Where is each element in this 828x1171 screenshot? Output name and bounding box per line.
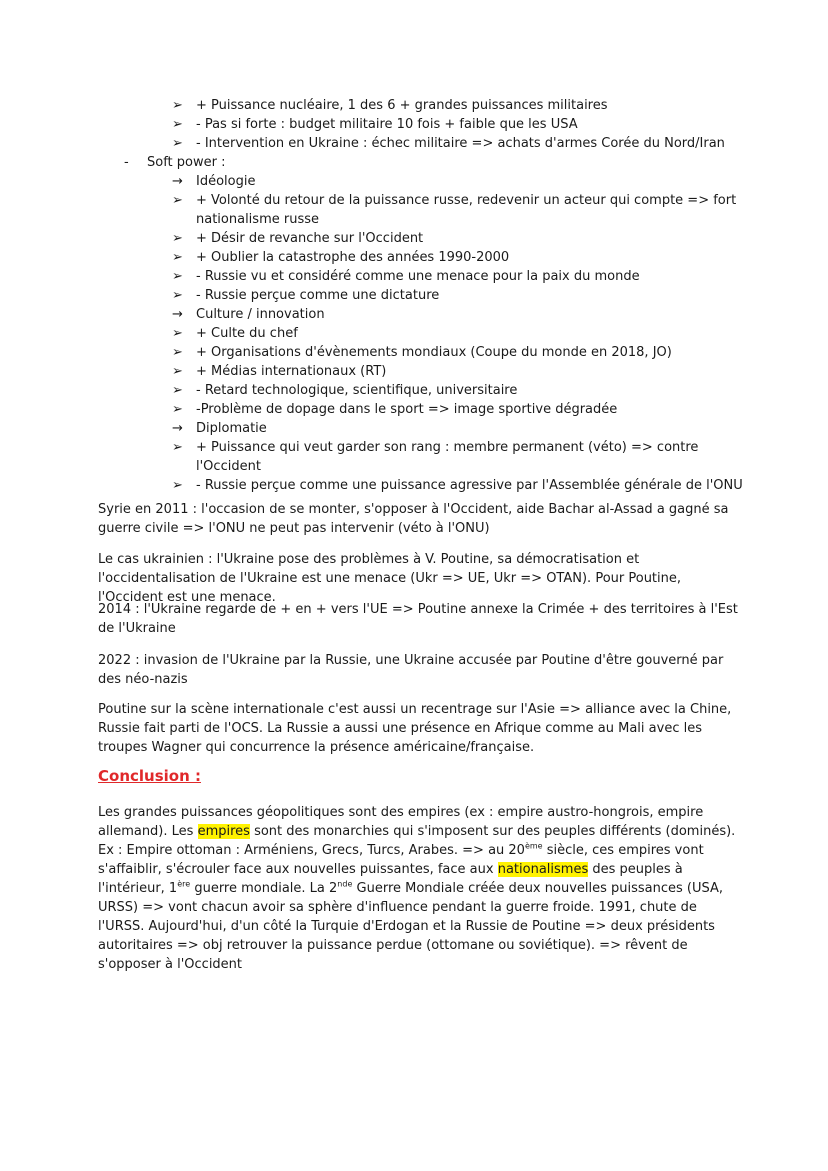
section-title: Culture / innovation — [196, 307, 325, 322]
right-arrow-icon: → — [172, 307, 183, 322]
list-item — [0, 343, 828, 362]
superscript: nde — [337, 879, 353, 889]
list-item-text: - Russie perçue comme une puissance agressive par l'Assemblée générale de l'ONU — [196, 478, 743, 493]
bullet-arrow-icon: ➢ — [172, 288, 183, 303]
bullet-arrow-icon: ➢ — [172, 326, 183, 341]
list-item — [0, 115, 828, 134]
list-item-text: - Russie perçue comme une dictature — [196, 288, 440, 303]
power-list — [0, 96, 828, 495]
conclusion-text: Guerre Mondiale créée deux nouvelles puissances (USA, URSS) => vont chacun avoir sa sphère d'influence pendant la guerre froide. 1991, chute de l'URSS. Aujourd'hui, d'un côté la Turquie d'Erdogan et la Russie de Poutine => deux présidents autoritaires => obj retrouver la puissance perdue (ottomane ou soviétique). => rêvent de s'opposer à l'Occident — [98, 881, 724, 972]
list-item-text: - Intervention en Ukraine : échec militaire => achats d'armes Corée du Nord/Iran — [196, 136, 725, 151]
bullet-arrow-icon: ➢ — [172, 98, 183, 113]
conclusion-title: Conclusion : — [98, 767, 201, 785]
list-item — [0, 324, 828, 343]
list-item — [0, 229, 828, 248]
list-item-text: + Puissance nucléaire, 1 des 6 + grandes puissances militaires — [196, 98, 608, 113]
list-item — [0, 248, 828, 267]
list-item — [0, 438, 828, 476]
conclusion-text: guerre mondiale. La 2 — [194, 881, 338, 896]
superscript: ère — [177, 879, 191, 889]
list-item-text: + Organisations d'évènements mondiaux (Coupe du monde en 2018, JO) — [196, 345, 672, 360]
bullet-arrow-icon: ➢ — [172, 231, 183, 246]
bullet-arrow-icon: ➢ — [172, 383, 183, 398]
paragraph-2022: 2022 : invasion de l'Ukraine par la Russie, une Ukraine accusée par Poutine d'être gouverné par des néo-nazis — [98, 653, 724, 687]
highlight-empires: empires — [197, 824, 250, 839]
soft-power-label: Soft power : — [147, 155, 226, 170]
conclusion-text: des peuples à l'intérieur, 1 — [98, 862, 683, 896]
paragraph-syrie: Syrie en 2011 : l'occasion de se monter, s'opposer à l'Occident, aide Bachar al-Assad a gagné sa guerre civile => l'ONU ne peut pas intervenir (véto à l'ONU) — [98, 502, 729, 536]
right-arrow-icon: → — [172, 421, 183, 436]
bullet-arrow-icon: ➢ — [172, 345, 183, 360]
superscript: ème — [524, 841, 543, 851]
list-item — [0, 381, 828, 400]
list-item-text: + Oublier la catastrophe des années 1990-2000 — [196, 250, 510, 265]
list-item — [0, 267, 828, 286]
list-item-text: + Puissance qui veut garder son rang : membre permanent (véto) => contre l'Occident — [196, 440, 699, 474]
highlight-nationalismes: nationalismes — [497, 862, 589, 877]
list-item — [0, 400, 828, 419]
section-title: Idéologie — [196, 174, 256, 189]
conclusion-text: Les grandes puissances géopolitiques sont des empires (ex : empire austro-hongrois, empire allemand). Les — [98, 805, 704, 839]
paragraph-ukraine-case: Le cas ukrainien : l'Ukraine pose des problèmes à V. Poutine, sa démocratisation et l'occidentalisation de l'Ukraine est une menace (Ukr => UE, Ukr => OTAN). Pour Poutine, l'Occident est une menace. — [98, 552, 682, 605]
bullet-arrow-icon: ➢ — [172, 402, 183, 417]
list-item — [0, 286, 828, 305]
list-item — [0, 476, 828, 495]
bullet-arrow-icon: ➢ — [172, 478, 183, 493]
right-arrow-icon: → — [172, 174, 183, 189]
list-item — [0, 134, 828, 153]
section-title: Diplomatie — [196, 421, 267, 436]
list-item — [0, 96, 828, 115]
paragraph-asia: Poutine sur la scène internationale c'est aussi un recentrage sur l'Asie => alliance avec la Chine, Russie fait parti de l'OCS. La Russie a aussi une présence en Afrique comme au Mali avec les troupes Wagner qui concurrence la présence américaine/française. — [98, 702, 732, 755]
list-item-text: - Russie vu et considéré comme une menace pour la paix du monde — [196, 269, 640, 284]
list-item — [0, 362, 828, 381]
bullet-arrow-icon: ➢ — [172, 136, 183, 151]
section-heading-culture — [0, 305, 828, 324]
section-heading-diplomatie — [0, 419, 828, 438]
bullet-arrow-icon: ➢ — [172, 193, 183, 208]
conclusion-text: sont des monarchies qui s'imposent sur des peuples différents (dominés). Ex : Empire ottoman : Arméniens, Grecs, Turcs, Arabes. => au 20 — [98, 824, 736, 858]
bullet-arrow-icon: ➢ — [172, 364, 183, 379]
conclusion-text: siècle, ces empires vont s'affaiblir, s'écrouler face aux nouvelles puissantes, face aux — [98, 843, 704, 877]
bullet-arrow-icon: ➢ — [172, 117, 183, 132]
list-item-text: + Culte du chef — [196, 326, 298, 341]
bullet-arrow-icon: ➢ — [172, 269, 183, 284]
section-heading-ideologie — [0, 172, 828, 191]
bullet-arrow-icon: ➢ — [172, 440, 183, 455]
soft-power-heading — [0, 153, 828, 172]
list-item — [0, 191, 828, 229]
list-item-text: - Retard technologique, scientifique, universitaire — [196, 383, 518, 398]
list-item-text: + Volonté du retour de la puissance russe, redevenir un acteur qui compte => fort nationalisme russe — [196, 193, 737, 227]
conclusion-paragraph — [98, 803, 738, 974]
dash-marker: - — [124, 155, 129, 170]
list-item-text: - Pas si forte : budget militaire 10 fois + faible que les USA — [196, 117, 578, 132]
list-item-text: + Désir de revanche sur l'Occident — [196, 231, 424, 246]
paragraph-2014: 2014 : l'Ukraine regarde de + en + vers l'UE => Poutine annexe la Crimée + des territoires à l'Est de l'Ukraine — [98, 602, 738, 636]
list-item-text: -Problème de dopage dans le sport => image sportive dégradée — [196, 402, 618, 417]
list-item-text: + Médias internationaux (RT) — [196, 364, 387, 379]
bullet-arrow-icon: ➢ — [172, 250, 183, 265]
